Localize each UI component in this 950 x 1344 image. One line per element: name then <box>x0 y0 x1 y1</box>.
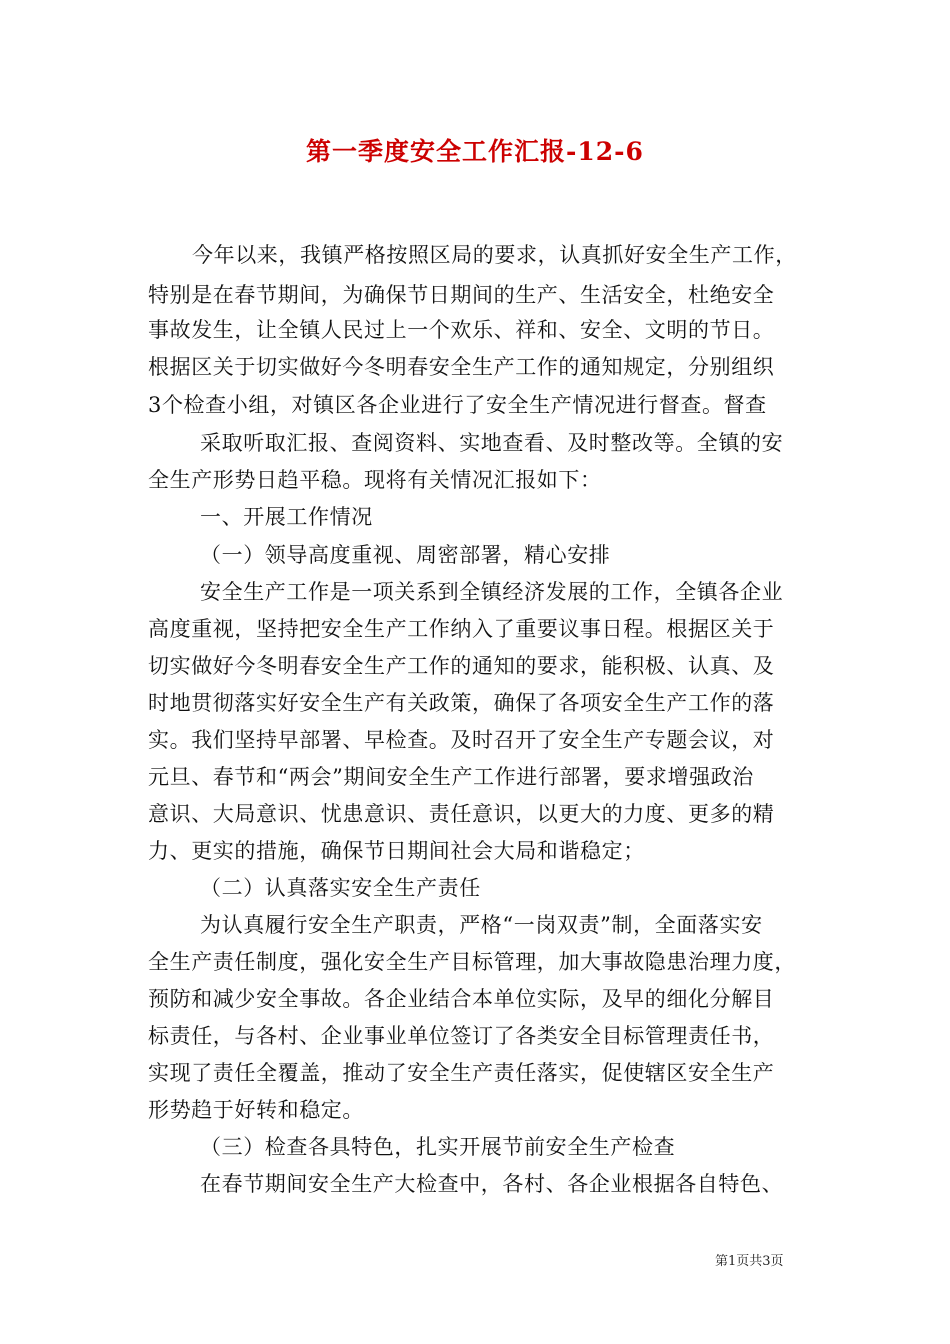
document-title: 第一季度安全工作汇报-12-6 <box>306 137 644 166</box>
body-line: 采取听取汇报、查阅资料、实地查看、及时整改等。全镇的安 <box>200 431 784 455</box>
body-line: 时地贯彻落实好安全生产有关政策，确保了各项安全生产工作的落 <box>148 691 775 715</box>
body-line: 为认真履行安全生产职责，严格“一岗双责”制，全面落实安 <box>200 913 763 937</box>
body-line: 实现了责任全覆盖，推动了安全生产责任落实，促使辖区安全生产 <box>148 1061 775 1085</box>
body-line: 事故发生，让全镇人民过上一个欢乐、祥和、安全、文明的节日。 <box>148 318 775 342</box>
body-line: 在春节期间安全生产大检查中，各村、各企业根据各自特色、 <box>200 1172 784 1196</box>
body-line: 安全生产工作是一项关系到全镇经济发展的工作，全镇各企业 <box>200 580 784 604</box>
subsection-heading: （一）领导高度重视、周密部署，精心安排 <box>200 543 611 567</box>
body-line: 全生产责任制度，强化安全生产目标管理，加大事故隐患治理力度， <box>148 950 796 974</box>
body-line: 实。我们坚持早部署、早检查。及时召开了安全生产专题会议，对 <box>148 728 775 752</box>
body-line: 标责任，与各村、企业事业单位签订了各类安全目标管理责任书， <box>148 1024 775 1048</box>
body-line: 特别是在春节期间，为确保节日期间的生产、生活安全，杜绝安全 <box>148 283 775 307</box>
body-line: 今年以来，我镇严格按照区局的要求，认真抓好安全生产工作， <box>192 243 797 267</box>
body-line: 意识、大局意识、忧患意识、责任意识，以更大的力度、更多的精 <box>148 802 775 826</box>
subsection-heading: （二）认真落实安全生产责任 <box>200 876 481 900</box>
body-line: 力、更实的措施，确保节日期间社会大局和谐稳定； <box>148 839 645 863</box>
body-line: 形势趋于好转和稳定。 <box>148 1098 364 1122</box>
body-line: 切实做好今冬明春安全生产工作的通知的要求，能积极、认真、及 <box>148 654 775 678</box>
subsection-heading: （三）检查各具特色，扎实开展节前安全生产检查 <box>200 1135 676 1159</box>
body-line: 元旦、春节和“两会”期间安全生产工作进行部署，要求增强政治 <box>148 765 754 789</box>
section-heading: 一、开展工作情况 <box>200 505 373 529</box>
page-number: 第1页共3页 <box>715 1254 784 1269</box>
body-line: 3个检查小组，对镇区各企业进行了安全生产情况进行督查。督查 <box>148 393 767 417</box>
body-line: 预防和减少安全事故。各企业结合本单位实际，及早的细化分解目 <box>148 987 775 1011</box>
body-line: 高度重视，坚持把安全生产工作纳入了重要议事日程。根据区关于 <box>148 617 775 641</box>
body-line: 全生产形势日趋平稳。现将有关情况汇报如下： <box>148 468 602 492</box>
body-line: 根据区关于切实做好今冬明春安全生产工作的通知规定，分别组织 <box>148 355 775 379</box>
